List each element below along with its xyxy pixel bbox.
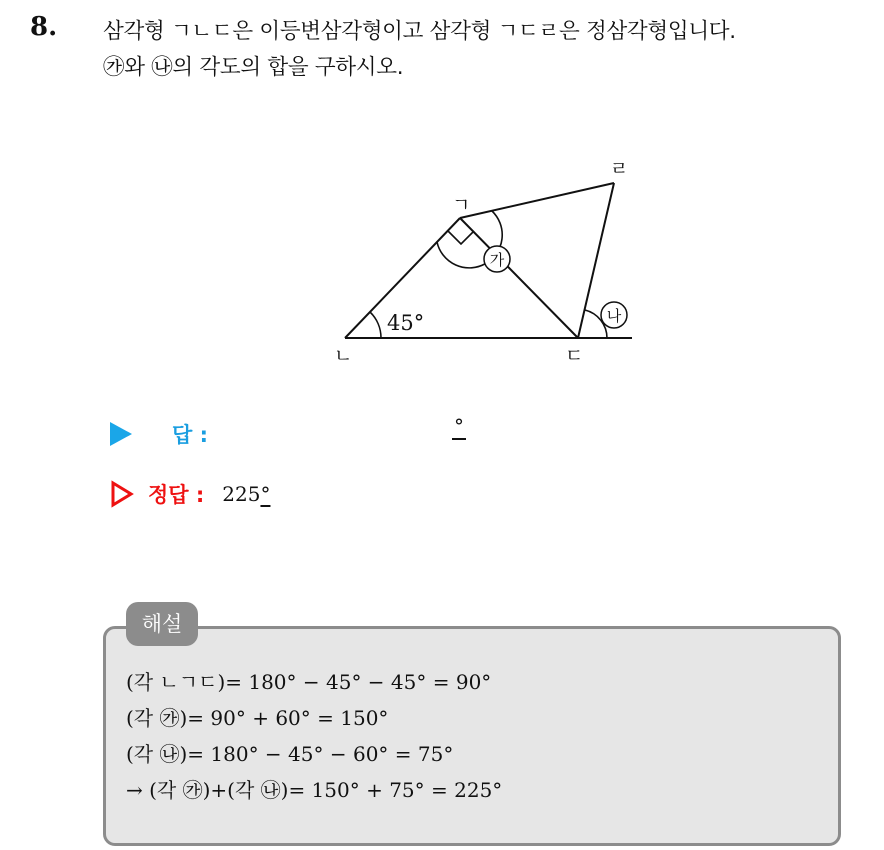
explanation-tab: 해설 [126,602,198,646]
play-outline-icon [110,480,134,508]
vertex-g-label: ㄱ [452,194,471,216]
answer-label: 답 : [172,423,208,447]
angle-a-symbol: ㉮ [103,55,125,80]
explanation-line-4: → (각 ㉮)+(각 ㉯)= 150° + 75° = 225° [126,778,503,802]
angle-b-symbol: ㉯ [151,55,173,80]
question-line-2: ㉮와 ㉯의 각도의 합을 구하시오. [103,55,404,80]
play-icon [110,422,132,446]
answer-row [110,418,208,450]
correct-label: 정답 : [148,483,205,507]
line-g-d [460,218,578,338]
explanation-lines [126,664,502,808]
mark-a-label: 가 [489,251,505,269]
vertex-n-label: ㄴ [334,345,353,367]
line-g-r [460,183,614,218]
angle-45-label: 45° [387,311,425,335]
triangle-figure [0,0,884,400]
explanation-line-3: (각 ㉯)= 180° − 45° − 60° = 75° [126,742,454,766]
mark-b-label: 나 [606,307,622,325]
angle-arc-n [370,312,381,338]
correct-answer-row [110,478,270,510]
question-number: 8. [30,12,58,42]
explanation-line-2: (각 ㉮)= 90° + 60° = 150° [126,706,389,730]
correct-value: 225° [222,482,271,506]
explanation-line-1: (각 ㄴㄱㄷ)= 180° − 45° − 45° = 90° [126,670,492,694]
question-line-1: 삼각형 ㄱㄴㄷ은 이등변삼각형이고 삼각형 ㄱㄷㄹ은 정삼각형입니다. [103,19,736,44]
vertex-r-label: ㄹ [610,158,629,180]
vertex-d-label: ㄷ [565,345,584,367]
answer-input-unit[interactable]: ° [454,414,464,438]
right-angle-mark [448,231,474,244]
